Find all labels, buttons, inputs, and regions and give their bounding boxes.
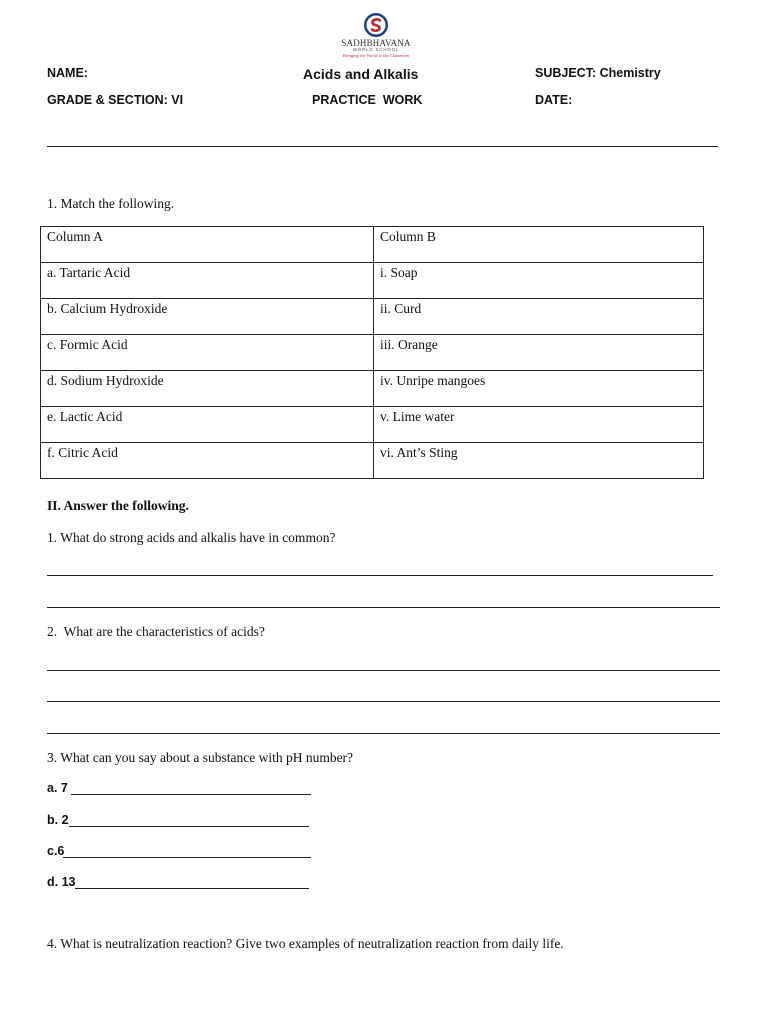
ph-part-c-label: c.6 — [47, 844, 65, 858]
page-title: Acids and Alkalis — [303, 66, 419, 82]
column-a-cell: c. Formic Acid — [41, 335, 374, 371]
answer-line — [47, 733, 720, 734]
table-row — [41, 299, 704, 335]
school-logo — [336, 12, 416, 58]
question-3: 3. What can you say about a substance with pH number? — [47, 750, 354, 765]
table-row — [41, 407, 704, 443]
ph-part-b-answer-line — [69, 826, 309, 827]
table-row — [41, 335, 704, 371]
name-label: NAME: — [47, 66, 88, 80]
table-row — [41, 443, 704, 479]
subject-label: SUBJECT: Chemistry — [535, 66, 661, 80]
match-table — [40, 226, 704, 479]
column-b-cell: iv. Unripe mangoes — [374, 371, 704, 407]
ph-part-d-answer-line — [75, 888, 309, 889]
column-a-header: Column A — [41, 227, 374, 263]
question-2: 2. What are the characteristics of acids? — [47, 624, 265, 639]
ph-part-a-label: a. 7 — [47, 781, 68, 795]
date-label: DATE: — [535, 93, 573, 107]
column-a-cell: e. Lactic Acid — [41, 407, 374, 443]
grade-section-label: GRADE & SECTION: VI — [47, 93, 184, 107]
ph-part-c-answer-line — [63, 857, 311, 858]
school-name: SADHBHAVANA — [341, 38, 411, 48]
ph-part-b-label: b. 2 — [47, 813, 69, 827]
column-b-cell: iii. Orange — [374, 335, 704, 371]
column-a-cell: b. Calcium Hydroxide — [41, 299, 374, 335]
school-subname: WORLD SCHOOL — [352, 47, 400, 52]
answer-line — [47, 670, 720, 671]
column-b-cell: ii. Curd — [374, 299, 704, 335]
section-heading: II. Answer the following. — [47, 498, 189, 513]
question-1: 1. What do strong acids and alkalis have in common? — [47, 530, 336, 545]
question-4: 4. What is neutralization reaction? Give two examples of neutralization reaction from daily life. — [47, 936, 564, 951]
column-b-cell: v. Lime water — [374, 407, 704, 443]
column-b-cell: i. Soap — [374, 263, 704, 299]
column-b-header: Column B — [374, 227, 704, 263]
ph-part-d-label: d. 13 — [47, 875, 76, 889]
answer-line — [47, 607, 720, 608]
ph-part-a-answer-line — [71, 794, 311, 795]
school-emblem-icon — [363, 12, 389, 38]
school-tagline: Bringing the World to the Classroom — [342, 52, 410, 58]
column-a-cell: f. Citric Acid — [41, 443, 374, 479]
column-a-cell: a. Tartaric Acid — [41, 263, 374, 299]
answer-line — [47, 575, 713, 576]
match-instruction: 1. Match the following. — [47, 196, 175, 211]
work-type-label: PRACTICE WORK — [312, 93, 423, 107]
column-b-cell: vi. Ant’s Sting — [374, 443, 704, 479]
table-header-row — [41, 227, 704, 263]
table-row — [41, 371, 704, 407]
column-a-cell: d. Sodium Hydroxide — [41, 371, 374, 407]
answer-line — [47, 701, 720, 702]
table-row — [41, 263, 704, 299]
header-divider — [47, 146, 718, 147]
